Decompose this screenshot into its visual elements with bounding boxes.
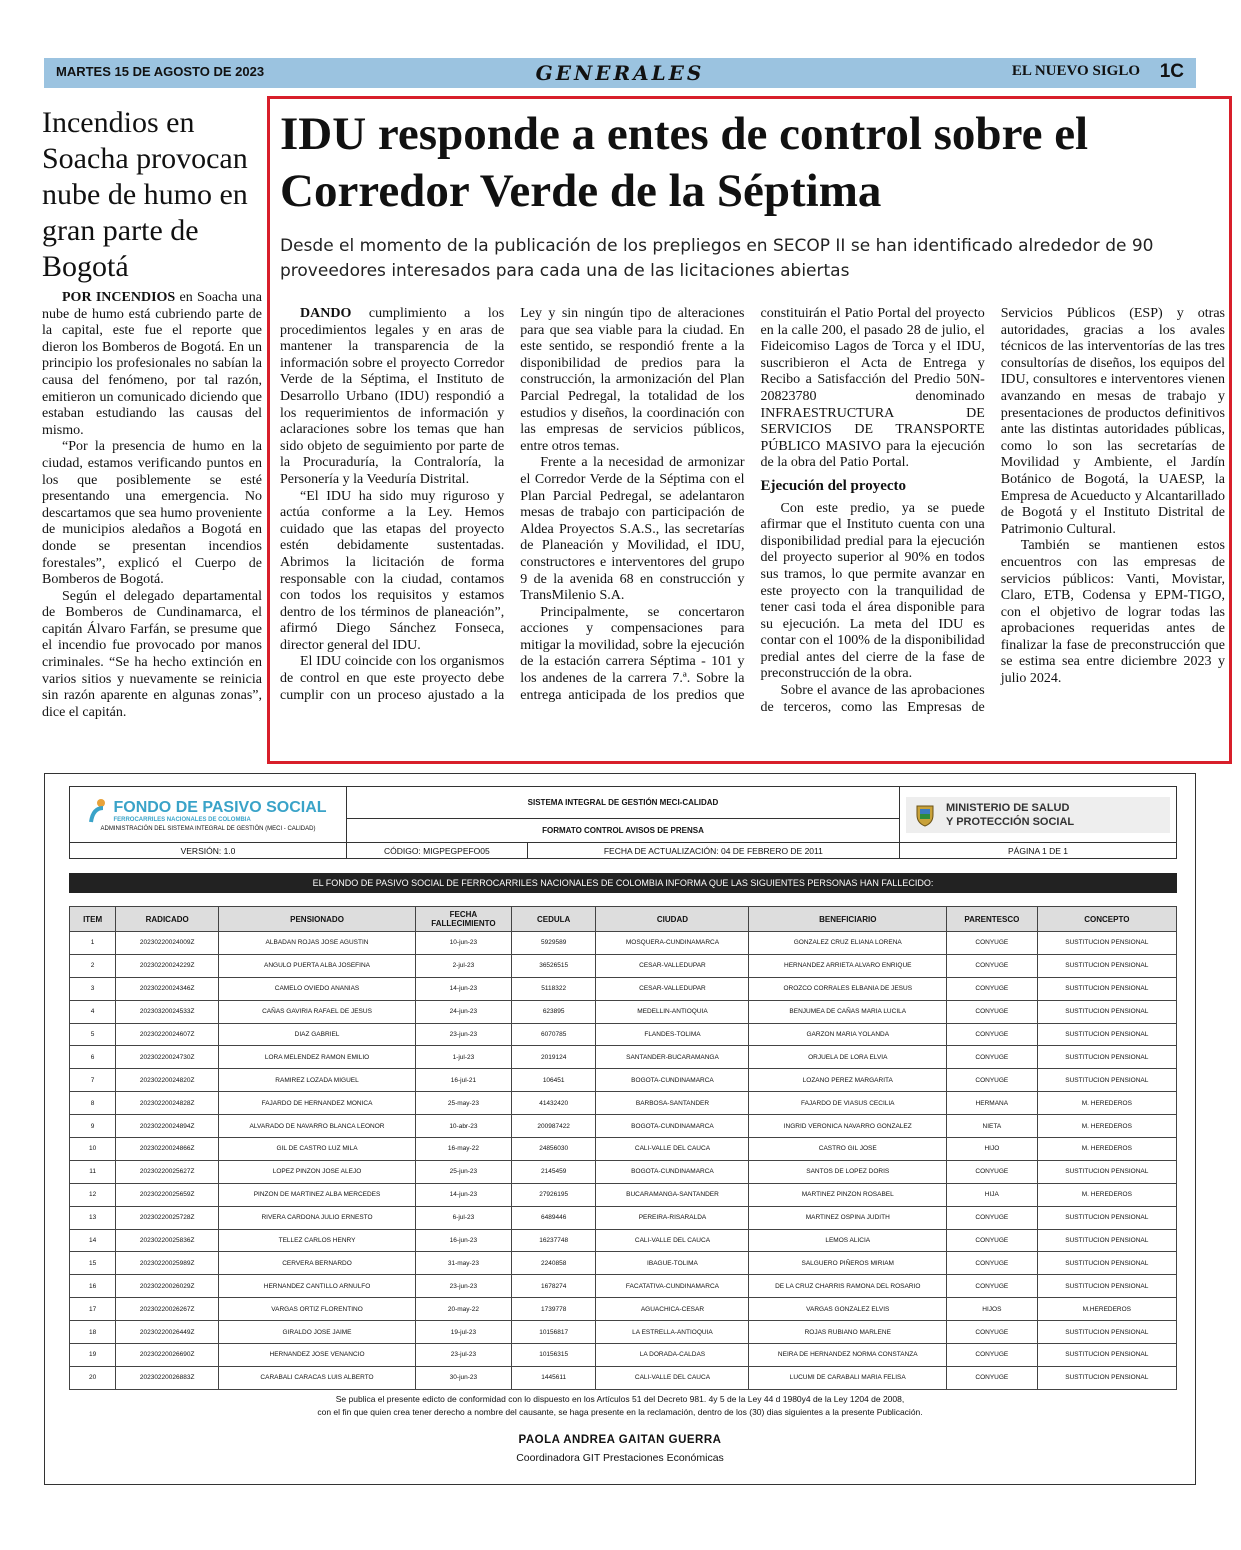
table-cell: NEIRA DE HERNANDEZ NORMA CONSTANZA [749,1344,947,1367]
column-header: CONCEPTO [1037,907,1176,932]
ministry-cell [900,787,1177,843]
table-row [70,1321,1177,1344]
table-cell: 12 [70,1183,116,1206]
table-row [70,1046,1177,1069]
newspaper-name: EL NUEVO SIGLO [1011,63,1140,79]
legal-line: con el fin que quien crea tener derecho a nombre del causante, se haga presente en la reclamación, dentro de los (30) dias siguientes a la presente Publicación. [317,1407,923,1417]
table-cell: IBAGUE-TOLIMA [596,1252,749,1275]
table-cell: 14-jun-23 [415,1183,511,1206]
table-cell: 3 [70,977,116,1000]
table-cell: DIAZ GABRIEL [219,1023,416,1046]
table-cell: 623895 [511,1000,596,1023]
table-row [70,1092,1177,1115]
main-article-paragraph: También se mantienen estos encuentros con las empresas de servicios públicos: Vanti, Movistar, Claro, ETB, Codensa y EPM-TIGO, con el objetivo de lograr todas las aprobaciones requeridas antes de finalizar la fase de preconstrucción que se estima sea entre diciembre 2023 y julio 2024. [1000,538,1225,687]
table-cell: 20230220024866Z [116,1138,219,1161]
table-cell: 16 [70,1275,116,1298]
version-label: VERSIÓN: 1.0 [70,843,347,859]
table-cell: SUSTITUCION PENSIONAL [1037,977,1176,1000]
table-header-row [70,907,1177,932]
table-cell: PEREIRA-RISARALDA [596,1206,749,1229]
table-cell: CONYUGE [947,1160,1038,1183]
table-cell: MEDELLIN-ANTIOQUIA [596,1000,749,1023]
death-notice [44,773,1196,1485]
table-cell: LUCUMI DE CARABALI MARIA FELISA [749,1366,947,1389]
table-cell: M. HEREDEROS [1037,1115,1176,1138]
table-row [70,977,1177,1000]
table-cell: 14 [70,1229,116,1252]
table-row [70,1366,1177,1389]
lead-bold: POR INCENDIOS [62,290,176,305]
table-cell: M. HEREDEROS [1037,1138,1176,1161]
left-article-title: Incendios en Soacha provocan nube de humo en gran parte de Bogotá [42,106,248,283]
table-cell: LEMOS ALICIA [749,1229,947,1252]
table-cell: 2145459 [511,1160,596,1183]
table-cell: CAMELO OVIEDO ANANIAS [219,977,416,1000]
table-cell: 19 [70,1344,116,1367]
table-cell: 23-jun-23 [415,1023,511,1046]
table-cell: CONYUGE [947,1321,1038,1344]
table-cell: 10156315 [511,1344,596,1367]
table-cell: CONYUGE [947,1229,1038,1252]
table-cell: 16-jul-21 [415,1069,511,1092]
table-cell: HIJA [947,1183,1038,1206]
table-cell: 20230220024828Z [116,1092,219,1115]
lead-bold: DANDO [300,306,352,321]
table-cell: CESAR-VALLEDUPAR [596,977,749,1000]
table-cell: CALI-VALLE DEL CAUCA [596,1366,749,1389]
table-cell: SALGUERO PIÑEROS MIRIAM [749,1252,947,1275]
table-cell: HERMANA [947,1092,1038,1115]
table-cell: SUSTITUCION PENSIONAL [1037,1069,1176,1092]
table-cell: LORA MELENDEZ RAMON EMILIO [219,1046,416,1069]
notice-header-table [69,786,1177,859]
table-cell: 6489446 [511,1206,596,1229]
main-article-subtitle: Desde el momento de la publicación de los prepliegos en SECOP II se han identificado alrededor de 90 proveedores interesados para cada una de las licitaciones abiertas [280,236,1154,281]
table-cell: 2019124 [511,1046,596,1069]
table-cell: 19-jul-23 [415,1321,511,1344]
table-cell: SUSTITUCION PENSIONAL [1037,932,1176,955]
table-cell: FLANDES-TOLIMA [596,1023,749,1046]
table-cell: 20230220025627Z [116,1160,219,1183]
table-cell: 16237748 [511,1229,596,1252]
table-cell: 23-jul-23 [415,1344,511,1367]
table-row [70,1183,1177,1206]
table-cell: 20230220024607Z [116,1023,219,1046]
table-cell: 27926195 [511,1183,596,1206]
table-cell: 20230220026449Z [116,1321,219,1344]
main-article-body [280,306,1225,756]
signer-name: PAOLA ANDREA GAITAN GUERRA [518,1434,722,1446]
table-cell: VARGAS GONZALEZ ELVIS [749,1298,947,1321]
fund-logo-subtitle: FERROCARRILES NACIONALES DE COLOMBIA [113,816,251,823]
table-cell: SUSTITUCION PENSIONAL [1037,1000,1176,1023]
table-cell: 106451 [511,1069,596,1092]
ministry-name-line1: MINISTERIO DE SALUD [946,801,1070,814]
table-cell: MOSQUERA-CUNDINAMARCA [596,932,749,955]
logo-cell [70,787,347,843]
table-cell: CONYUGE [947,1046,1038,1069]
fund-logo-caption: ADMINISTRACIÓN DEL SISTEMA INTEGRAL DE GESTIÓN (MECI - CALIDAD) [100,825,316,832]
table-cell: 25-jun-23 [415,1160,511,1183]
main-article-paragraph: El IDU coincide con los organismos de control en que este proyecto debe cumplir con un proceso ajustado a la Ley y sin ningún tipo de alteraciones para que sea viable para la ciudad. En este sentido, se respondió frente a la disponibilidad de predios para la construcción, la armonización del Plan Parcial Pedregal, la totalidad de los estudios y diseños, la coordinación con las empresas de servicios públicos, entre otros temas. [280,306,745,703]
table-row [70,954,1177,977]
notice-legal-text [45,1393,1195,1419]
table-cell: CALI-VALLE DEL CAUCA [596,1138,749,1161]
issue-date: MARTES 15 DE AGOSTO DE 2023 [56,64,265,79]
table-cell: CONYUGE [947,954,1038,977]
table-cell: ANGULO PUERTA ALBA JOSEFINA [219,954,416,977]
table-cell: GARZON MARIA YOLANDA [749,1023,947,1046]
table-cell: CONYUGE [947,1275,1038,1298]
table-cell: 20-may-22 [415,1298,511,1321]
table-cell: 10-jun-23 [415,932,511,955]
code-label: CÓDIGO: MIGPEGPEFO05 [347,843,528,859]
table-cell: TELLEZ CARLOS HENRY [219,1229,416,1252]
table-cell: CONYUGE [947,1366,1038,1389]
table-row [70,1023,1177,1046]
table-cell: M. HEREDEROS [1037,1092,1176,1115]
table-cell: CONYUGE [947,1252,1038,1275]
table-cell: CONYUGE [947,1069,1038,1092]
table-cell: LA ESTRELLA-ANTIOQUIA [596,1321,749,1344]
table-row [70,1206,1177,1229]
table-cell: 20230220026267Z [116,1298,219,1321]
table-cell: 20230220024730Z [116,1046,219,1069]
main-article-paragraph: DANDO cumplimiento a los procedimientos legales y en aras de mantener la transparencia de la información sobre el proyecto Corredor Verde de la Séptima, el Instituto de Desarrollo Urbano (IDU) respondió a los requerimientos de información y aclaraciones sobre los temas que han sido objeto de seguimiento por parte de la Procuraduría, la Contraloría, la Personería y la Veeduría Distrital. [280,306,505,487]
table-cell: 13 [70,1206,116,1229]
table-cell: 20230220026029Z [116,1275,219,1298]
table-cell: 10156817 [511,1321,596,1344]
table-cell: 2-jul-23 [415,954,511,977]
table-cell: FAJARDO DE HERNANDEZ MONICA [219,1092,416,1115]
table-cell: CONYUGE [947,1000,1038,1023]
table-cell: 10 [70,1138,116,1161]
main-article-paragraph: “El IDU ha sido muy riguroso y actúa conforme a la Ley. Hemos cuidado que las etapas del proyecto estén debidamente sustentadas. Abrimos la licitación de forma responsable con la ciudad, contamos con todos los requisitos y estamos dentro de los términos de planeación”, afirmó Diego Sánchez Fonseca, director general del IDU. [280,488,505,653]
table-cell: ROJAS RUBIANO MARLENE [749,1321,947,1344]
table-cell: 2240858 [511,1252,596,1275]
table-cell: SANTANDER-BUCARAMANGA [596,1046,749,1069]
table-cell: INGRID VERONICA NAVARRO GONZALEZ [749,1115,947,1138]
table-cell: CONYUGE [947,1206,1038,1229]
table-cell: CASTRO GIL JOSE [749,1138,947,1161]
table-cell: 20230220025659Z [116,1183,219,1206]
table-cell: 25-may-23 [415,1092,511,1115]
table-row [70,1229,1177,1252]
table-cell: ALBADAN ROJAS JOSE AGUSTIN [219,932,416,955]
table-cell: ORJUELA DE LORA ELVIA [749,1046,947,1069]
table-cell: BUCARAMANGA-SANTANDER [596,1183,749,1206]
coat-of-arms-icon [914,803,936,827]
table-cell: CONYUGE [947,1023,1038,1046]
table-cell: FACATATIVA-CUNDINAMARCA [596,1275,749,1298]
system-name: SISTEMA INTEGRAL DE GESTIÓN MECI-CALIDAD [347,787,900,819]
table-cell: 24-jun-23 [415,1000,511,1023]
table-cell: GIRALDO JOSE JAIME [219,1321,416,1344]
table-cell: HERNANDEZ CANTILLO ARNULFO [219,1275,416,1298]
table-cell: GONZALEZ CRUZ ELIANA LORENA [749,932,947,955]
table-cell: 1678274 [511,1275,596,1298]
table-row [70,1275,1177,1298]
table-cell: 30-jun-23 [415,1366,511,1389]
table-cell: CESAR-VALLEDUPAR [596,954,749,977]
left-article-paragraph: POR INCENDIOS en Soacha una nube de humo está cubriendo parte de la capital, este fue el reporte que dieron los Bomberos de Bogotá. En un principio los profesionales no sabían la causa del fenómeno, por tal razón, emitieron un comunicado diciendo que estaban estudiando las causas del mismo. [42,290,262,438]
table-cell: HIJOS [947,1298,1038,1321]
main-article-paragraph: Con este predio, ya se puede afirmar que el Instituto cuenta con una disponibilidad predial para la ejecución del proyecto superior al 90% en todos sus tramos, lo que permite avanzar en este proyecto con la tranquilidad de tener casi toda el área disponible para su ejecución. La meta del IDU es contar con el 100% de la disponibilidad predial antes del cierre de la fase de preconstrucción de la obra. [760,500,985,682]
table-cell: CONYUGE [947,1344,1038,1367]
table-cell: 8 [70,1092,116,1115]
left-article-paragraph: Según el delegado departamental de Bomberos de Cundinamarca, el capitán Álvaro Farfán, se presume que el incendio fue provocado por manos criminales. “Se ha hecho extinción en varios sitios y nuevamente se reinicia sin razón aparente en algunas zonas”, dice el capitán. [42,588,262,720]
table-cell: SUSTITUCION PENSIONAL [1037,1344,1176,1367]
left-article-body [42,290,262,721]
table-cell: 20230320024533Z [116,1000,219,1023]
table-cell: 6-jul-23 [415,1206,511,1229]
main-article-headline: IDU responde a entes de control sobre el Corredor Verde de la Séptima [280,108,1089,217]
table-cell: LOPEZ PINZON JOSE ALEJO [219,1160,416,1183]
table-cell: 10-abr-23 [415,1115,511,1138]
table-row [70,1069,1177,1092]
table-cell: 20230220024229Z [116,954,219,977]
table-cell: 1739778 [511,1298,596,1321]
table-cell: 5 [70,1023,116,1046]
table-cell: 24856030 [511,1138,596,1161]
table-cell: 11 [70,1160,116,1183]
table-row [70,1000,1177,1023]
main-article-subhead: Ejecución del proyecto [760,477,907,494]
table-cell: SUSTITUCION PENSIONAL [1037,1275,1176,1298]
table-row [70,1298,1177,1321]
fund-logo-name: FONDO DE PASIVO SOCIAL [113,798,327,816]
table-row [70,932,1177,955]
table-cell: 4 [70,1000,116,1023]
main-article-paragraph: Sobre el avance de las aprobaciones de terceros, como las Empresas de Servicios Públicos (ESP) y otras autoridades, gracias a los avales técnicos de las interventorías de las tres consultorías de diseños, los equipos del IDU, consultores e interventores vienen avanzando en mesas de trabajo y presentaciones de productos definitivos ante las distintas autoridades públicas, como lo son las secretarías de Movilidad y Ambiente, el Jardín Botánico de Bogotá, la UAESP, la Empresa de Acueducto y Alcantarillado de Bogotá y el Instituto Distrital de Patrimonio Cultural. [760,306,1225,715]
table-cell: HIJO [947,1138,1038,1161]
table-cell: 20230220024820Z [116,1069,219,1092]
table-cell: AGUACHICA-CESAR [596,1298,749,1321]
column-header: BENEFICIARIO [749,907,947,932]
updated-label: FECHA DE ACTUALIZACIÓN: 04 DE FEBRERO DE 2011 [527,843,899,859]
table-cell: 200987422 [511,1115,596,1138]
table-cell: 5929589 [511,932,596,955]
signer-role: Coordinadora GIT Prestaciones Económicas [516,1452,724,1464]
table-cell: 1-jul-23 [415,1046,511,1069]
table-cell: MARTINEZ PINZON ROSABEL [749,1183,947,1206]
column-header: FECHA FALLECIMIENTO [415,907,511,932]
page-header-bar [44,58,1196,88]
column-header: CEDULA [511,907,596,932]
table-cell: 1445611 [511,1366,596,1389]
ministry-name-line2: Y PROTECCIÓN SOCIAL [946,815,1075,828]
table-cell: 1 [70,932,116,955]
table-cell: 23-jun-23 [415,1275,511,1298]
section-name: GENERALES [535,61,705,85]
table-row [70,1138,1177,1161]
table-cell: 17 [70,1298,116,1321]
table-body [70,932,1177,1390]
table-cell: 20230220025728Z [116,1206,219,1229]
table-cell: M. HEREDEROS [1037,1183,1176,1206]
table-cell: BOGOTA-CUNDINAMARCA [596,1115,749,1138]
table-cell: BENJUMEA DE CAÑAS MARIA LUCILA [749,1000,947,1023]
table-cell: SUSTITUCION PENSIONAL [1037,954,1176,977]
main-article-paragraph: Frente a la necesidad de armonizar el Corredor Verde de la Séptima con el Plan Parcial Pedregal, se adelantaron mesas de trabajo con participación de Aldea Proyectos S.A.S., las secretarías de Planeación y Movilidad, el IDU, constructores e interventores del grupo 9 de la avenida 68 en construcción y TransMilenio S.A. [520,455,745,604]
table-cell: 18 [70,1321,116,1344]
table-cell: CALI-VALLE DEL CAUCA [596,1229,749,1252]
table-cell: 6070785 [511,1023,596,1046]
table-cell: MARTINEZ OSPINA JUDITH [749,1206,947,1229]
left-article-paragraph: “Por la presencia de humo en la ciudad, estamos verificando puntos en los que posiblemente se esté presentando una emergencia. No descartamos que sea humo proveniente de municipios aledaños a Bogotá en donde se presentan incendios forestales”, explicó el Cuerpo de Bomberos de Bogotá. [42,439,262,588]
column-header: CIUDAD [596,907,749,932]
table-cell: BARBOSA-SANTANDER [596,1092,749,1115]
table-row [70,1252,1177,1275]
table-cell: SUSTITUCION PENSIONAL [1037,1046,1176,1069]
table-cell: FAJARDO DE VIASUS CECILIA [749,1092,947,1115]
table-cell: VARGAS ORTIZ FLORENTINO [219,1298,416,1321]
table-cell: SUSTITUCION PENSIONAL [1037,1206,1176,1229]
column-header: PARENTESCO [947,907,1038,932]
table-cell: CARABALI CARACAS LUIS ALBERTO [219,1366,416,1389]
table-cell: 20230220025836Z [116,1229,219,1252]
table-cell: 36526515 [511,954,596,977]
table-cell: SUSTITUCION PENSIONAL [1037,1321,1176,1344]
table-cell: CONYUGE [947,932,1038,955]
table-cell: 6 [70,1046,116,1069]
table-cell: PINZON DE MARTINEZ ALBA MERCEDES [219,1183,416,1206]
table-cell: NIETA [947,1115,1038,1138]
table-cell: 9 [70,1115,116,1138]
table-cell: 20230220024894Z [116,1115,219,1138]
table-cell: 5118322 [511,977,596,1000]
table-cell: GIL DE CASTRO LUZ MILA [219,1138,416,1161]
table-cell: 20230220025989Z [116,1252,219,1275]
table-cell: SUSTITUCION PENSIONAL [1037,1252,1176,1275]
table-cell: SUSTITUCION PENSIONAL [1037,1023,1176,1046]
table-row [70,1115,1177,1138]
format-name: FORMATO CONTROL AVISOS DE PRENSA [347,819,900,843]
table-cell: 20 [70,1366,116,1389]
table-cell: RAMIREZ LOZADA MIGUEL [219,1069,416,1092]
table-cell: SUSTITUCION PENSIONAL [1037,1229,1176,1252]
table-cell: SANTOS DE LOPEZ DORIS [749,1160,947,1183]
main-article-paragraph: Principalmente, se concertaron acciones y compensaciones para mitigar la movilidad, sobre la ejecución de la estación carrera Séptima - 101 y los andenes de la carrera 7.ª. Sobre la entrega anticipada de los predios que constituirán el Patio Portal del proyecto en la calle 200, el pasado 28 de julio, el Fideicomiso Lagos de Torca y el IDU, suscribieron el Acta de Entrega y Recibo a Satisfacción del Predio 50N-20823780 denominado INFRAESTRUCTURA DE SERVICIOS DE TRANSPORTE PÚBLICO MASIVO para la ejecución de la obra del Patio Portal. [520,306,985,703]
page-number: 1C [1159,61,1184,82]
table-cell: 31-may-23 [415,1252,511,1275]
table-cell: OROZCO CORRALES ELBANIA DE JESUS [749,977,947,1000]
table-cell: LA DORADA-CALDAS [596,1344,749,1367]
table-cell: 16-may-22 [415,1138,511,1161]
table-cell: 20230220024009Z [116,932,219,955]
column-header: PENSIONADO [219,907,416,932]
table-row [70,1344,1177,1367]
table-cell: 20230220024346Z [116,977,219,1000]
table-cell: CAÑAS GAVIRIA RAFAEL DE JESUS [219,1000,416,1023]
table-cell: ALVARADO DE NAVARRO BLANCA LEONOR [219,1115,416,1138]
table-cell: 16-jun-23 [415,1229,511,1252]
column-header: ITEM [70,907,116,932]
table-cell: BOGOTA-CUNDINAMARCA [596,1160,749,1183]
table-cell: 15 [70,1252,116,1275]
notice-banner: EL FONDO DE PASIVO SOCIAL DE FERROCARRILES NACIONALES DE COLOMBIA INFORMA QUE LAS SIGUIENTES PERSONAS HAN FALLECIDO: [69,873,1177,893]
table-cell: RIVERA CARDONA JULIO ERNESTO [219,1206,416,1229]
table-cell: M.HEREDEROS [1037,1298,1176,1321]
table-cell: BOGOTA-CUNDINAMARCA [596,1069,749,1092]
table-cell: LOZANO PEREZ MARGARITA [749,1069,947,1092]
table-cell: 20230220026883Z [116,1366,219,1389]
table-cell: 7 [70,1069,116,1092]
legal-line: Se publica el presente edicto de conformidad con lo dispuesto en los Artículos 51 del Decreto 981. 4y 5 de la Ley 44 d 1980y4 de la Ley 1204 de 2008, [335,1394,905,1404]
table-cell: 20230220026690Z [116,1344,219,1367]
fund-logo-icon [89,798,109,824]
table-cell: SUSTITUCION PENSIONAL [1037,1160,1176,1183]
table-cell: HERNANDEZ JOSE VENANCIO [219,1344,416,1367]
page-count-label: PÁGINA 1 DE 1 [900,843,1177,859]
table-cell: 14-jun-23 [415,977,511,1000]
deceased-table [69,906,1177,1390]
table-cell: CONYUGE [947,977,1038,1000]
table-cell: SUSTITUCION PENSIONAL [1037,1366,1176,1389]
table-row [70,1160,1177,1183]
table-cell: HERNANDEZ ARRIETA ALVARO ENRIQUE [749,954,947,977]
table-cell: CERVERA BERNARDO [219,1252,416,1275]
table-cell: 41432420 [511,1092,596,1115]
table-cell: DE LA CRUZ CHARRIS RAMONA DEL ROSARIO [749,1275,947,1298]
column-header: RADICADO [116,907,219,932]
table-cell: 2 [70,954,116,977]
